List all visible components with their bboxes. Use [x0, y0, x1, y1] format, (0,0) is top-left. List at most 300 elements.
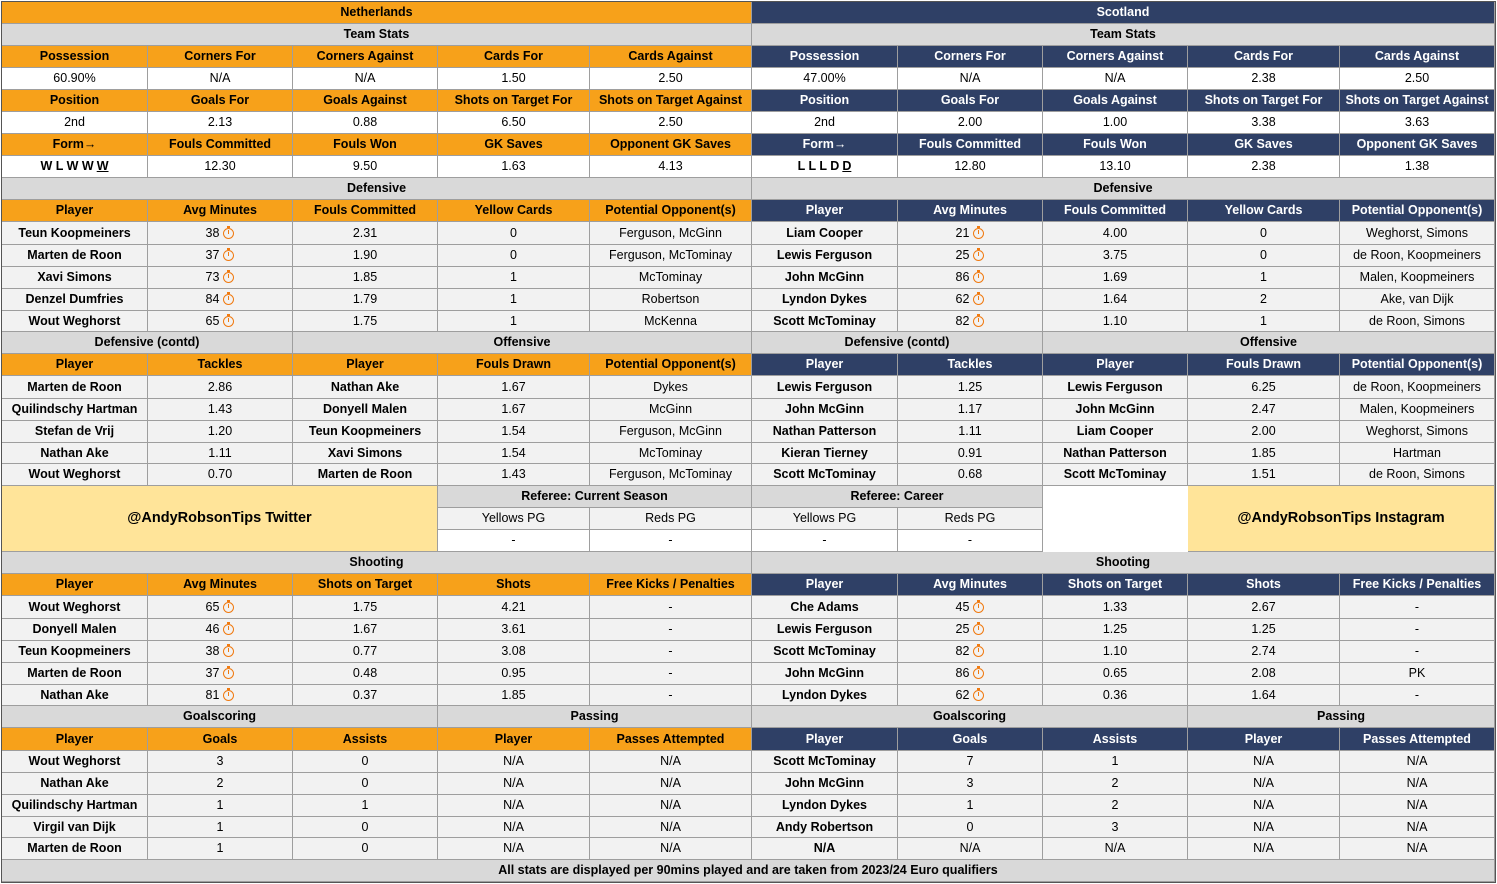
nl-shooting-cell — [293, 685, 438, 706]
nl-defensive-cell — [438, 289, 590, 311]
nl-passing-header-text: Passes Attempted — [616, 731, 725, 746]
sc-shooting-cell-text: 1.25 — [1102, 622, 1128, 637]
nl-offensive-cell — [590, 421, 752, 443]
nl-shooting-cell-text: Teun Koopmeiners — [18, 644, 131, 659]
nl-stat-value-text: 2nd — [64, 115, 85, 130]
nl-stat-value — [293, 112, 438, 134]
nl-stat-value — [148, 112, 293, 134]
nl-goalscoring-cell — [2, 838, 148, 860]
nl-passing-cell — [438, 751, 590, 773]
nl-defensive-cell — [148, 245, 293, 267]
nl-offensive-cell — [590, 399, 752, 421]
sc-def-contd-title-text: Defensive (contd) — [844, 335, 950, 350]
sc-offensive-cell-text: 2.47 — [1251, 402, 1276, 417]
sc-def-contd-cell-text: Nathan Patterson — [772, 424, 877, 439]
sc-defensive-cell-text: de Roon, Simons — [1369, 313, 1465, 328]
nl-passing-header — [438, 728, 590, 751]
sc-stat-header — [1340, 134, 1495, 156]
sc-def-contd-cell — [898, 399, 1043, 421]
sc-passing-cell — [1340, 817, 1495, 838]
nl-shooting-title — [2, 552, 752, 574]
sc-shooting-cell — [1043, 619, 1188, 641]
nl-goalscoring-title-text: Goalscoring — [183, 709, 256, 724]
sc-shooting-cell — [1188, 685, 1340, 706]
nl-offensive-cell — [438, 376, 590, 399]
nl-offensive-cell — [438, 399, 590, 421]
sc-shooting-cell-text: 1.64 — [1251, 687, 1276, 702]
nl-defensive-cell-text: Marten de Roon — [27, 248, 122, 263]
sc-goalscoring-cell-text: N/A — [813, 841, 836, 856]
sc-defensive-cell — [898, 245, 1043, 267]
sc-shooting-header-text: Player — [805, 577, 844, 592]
sc-shooting-header-text: Free Kicks / Penalties — [1352, 577, 1482, 592]
nl-goalscoring-cell — [148, 773, 293, 795]
nl-defensive-cell-text: 1.90 — [352, 248, 378, 263]
nl-shooting-header-text: Shots on Target — [317, 577, 413, 592]
sc-offensive-title-text: Offensive — [1240, 335, 1297, 350]
sc-passing-cell — [1188, 817, 1340, 838]
sc-shooting-cell — [1043, 663, 1188, 685]
nl-passing-cell-text: N/A — [660, 819, 681, 834]
nl-goalscoring-cell-text: Virgil van Dijk — [33, 819, 116, 834]
nl-offensive-cell-text: 1.67 — [501, 402, 526, 417]
sc-defensive-cell-text: de Roon, Koopmeiners — [1353, 248, 1481, 263]
nl-stat-header — [148, 134, 293, 156]
sc-passing-title — [1188, 706, 1495, 728]
nl-stat-value-text: 60.90% — [53, 71, 96, 86]
nl-def-contd-cell — [148, 443, 293, 464]
nl-passing-header — [590, 728, 752, 751]
nl-def-contd-cell — [148, 376, 293, 399]
nl-defensive-cell-text: 65 — [205, 313, 220, 328]
nl-def-contd-cell-text: 2.86 — [207, 379, 233, 394]
nl-offensive-cell-text: Dykes — [653, 379, 688, 394]
sc-goalscoring-cell-text: 1 — [966, 798, 974, 813]
nl-stat-header — [438, 90, 590, 112]
nl-defensive-cell-text: Teun Koopmeiners — [18, 225, 131, 240]
nl-shooting-title-text: Shooting — [349, 555, 404, 570]
nl-offensive-cell-text: Ferguson, McTominay — [609, 467, 732, 482]
sc-shooting-cell-text: 1.10 — [1102, 644, 1128, 659]
sc-goalscoring-cell — [752, 751, 898, 773]
nl-defensive-cell-text: Xavi Simons — [37, 270, 112, 285]
sc-shooting-cell-text: Lyndon Dykes — [782, 687, 867, 702]
sc-offensive-cell — [1043, 399, 1188, 421]
nl-defensive-cell-text: Ferguson, McTominay — [609, 248, 732, 263]
nl-defensive-cell — [438, 267, 590, 289]
sc-goalscoring-header-text: Assists — [1092, 731, 1138, 746]
nl-offensive-cell-text: Donyell Malen — [322, 402, 408, 417]
sc-stat-header-text: Cards Against — [1374, 49, 1460, 64]
sc-stat-value — [898, 156, 1043, 178]
nl-def-contd-cell — [148, 421, 293, 443]
sc-stat-header — [1188, 46, 1340, 68]
sc-defensive-cell — [1188, 289, 1340, 311]
nl-stat-value — [293, 156, 438, 178]
nl-goalscoring-cell — [2, 817, 148, 838]
nl-defensive-cell — [293, 289, 438, 311]
sc-defensive-cell — [898, 267, 1043, 289]
sc-goalscoring-cell — [1043, 773, 1188, 795]
nl-stat-header-text: Fouls Won — [333, 137, 397, 152]
nl-defensive-header — [590, 200, 752, 222]
sc-offensive-cell — [1188, 443, 1340, 464]
sc-stat-value — [1340, 68, 1495, 90]
nl-team-stats-title-text: Team Stats — [343, 27, 410, 42]
nl-def-contd-header — [148, 354, 293, 376]
nl-stat-value — [590, 68, 752, 90]
nl-offensive-cell — [438, 443, 590, 464]
sc-stat-value-text: 2.38 — [1251, 159, 1276, 174]
nl-shooting-cell-text: - — [668, 622, 673, 637]
sc-offensive-cell-text: Weghorst, Simons — [1366, 424, 1468, 439]
sc-shooting-cell-text: - — [1414, 644, 1420, 659]
stopwatch-icon — [223, 250, 234, 261]
sc-goalscoring-cell-text: N/A — [1104, 841, 1126, 856]
promo-twitter — [2, 486, 438, 552]
sc-def-contd-cell-text: Lewis Ferguson — [776, 379, 873, 394]
nl-passing-cell — [438, 773, 590, 795]
nl-defensive-cell — [590, 245, 752, 267]
nl-shooting-cell-text: 0.95 — [501, 666, 526, 681]
nl-passing-title — [438, 706, 752, 728]
footer-note — [2, 860, 1495, 882]
nl-offensive-cell — [293, 464, 438, 486]
nl-stat-header-text: Cards Against — [628, 49, 713, 64]
sc-goalscoring-header — [898, 728, 1043, 751]
sc-passing-cell — [1188, 795, 1340, 817]
nl-stat-value-text: 4.13 — [658, 159, 683, 174]
sc-def-contd-cell-text: John McGinn — [784, 402, 865, 417]
sc-offensive-cell — [1340, 399, 1495, 421]
nl-goalscoring-header — [148, 728, 293, 751]
sc-defensive-cell-text: 1.69 — [1102, 270, 1128, 285]
sc-form-latest: D — [842, 159, 852, 174]
sc-shooting-header-text: Avg Minutes — [933, 577, 1007, 592]
sc-shooting-cell — [1043, 596, 1188, 619]
nl-goalscoring-cell — [148, 751, 293, 773]
nl-defensive-cell — [590, 289, 752, 311]
sc-stat-header — [1188, 134, 1340, 156]
sc-defensive-cell — [1188, 311, 1340, 332]
sc-def-contd-cell — [752, 376, 898, 399]
sc-stat-header — [1340, 90, 1495, 112]
sc-stat-header-text: Shots on Target Against — [1345, 93, 1489, 108]
sc-shooting-cell — [1188, 641, 1340, 663]
sc-stat-header — [898, 90, 1043, 112]
sc-passing-title-text: Passing — [1317, 709, 1365, 724]
nl-shooting-cell-text: 0.37 — [352, 687, 378, 702]
nl-passing-cell-text: N/A — [660, 798, 681, 813]
nl-def-contd-cell-text: 0.70 — [207, 467, 233, 482]
nl-defensive-header-text: Yellow Cards — [474, 203, 553, 218]
nl-shooting-cell — [148, 641, 293, 663]
sc-offensive-cell-text: Liam Cooper — [1076, 424, 1154, 439]
nl-defensive-title-text: Defensive — [346, 181, 407, 196]
footer-note-text: All stats are displayed per 90mins played and are taken from 2023/24 Euro qualifiers — [498, 863, 998, 878]
sc-passing-cell-text: N/A — [1253, 754, 1274, 769]
nl-stat-header — [438, 134, 590, 156]
nl-passing-cell — [590, 773, 752, 795]
nl-passing-title-text: Passing — [570, 709, 619, 724]
sc-goalscoring-cell — [752, 773, 898, 795]
nl-shooting-header-text: Shots — [496, 577, 531, 592]
nl-shooting-cell-text: 3.08 — [501, 644, 526, 659]
sc-defensive-header-text: Avg Minutes — [933, 203, 1007, 218]
sc-def-contd-cell-text: Kieran Tierney — [781, 445, 868, 460]
sc-goalscoring-cell — [1043, 795, 1188, 817]
sc-offensive-cell — [1188, 464, 1340, 486]
sc-shooting-cell — [752, 596, 898, 619]
nl-defensive-cell-text: Wout Weghorst — [28, 313, 121, 328]
nl-stat-value-text: 1.50 — [501, 71, 526, 86]
nl-stat-header — [590, 134, 752, 156]
sc-defensive-cell-text: 86 — [955, 270, 970, 285]
nl-defensive-cell — [148, 289, 293, 311]
sc-defensive-cell-text: 82 — [955, 313, 970, 328]
sc-passing-cell — [1188, 838, 1340, 860]
sc-defensive-header — [1340, 200, 1495, 222]
stopwatch-icon — [973, 250, 984, 261]
sc-shooting-cell — [1340, 685, 1495, 706]
nl-goalscoring-header-text: Goals — [202, 731, 238, 746]
nl-stat-value — [148, 68, 293, 90]
nl-offensive-cell — [293, 399, 438, 421]
nl-shooting-cell-text: Donyell Malen — [32, 622, 117, 637]
nl-goalscoring-cell-text: 1 — [216, 798, 224, 813]
nl-stat-header-text: Possession — [39, 49, 110, 64]
nl-offensive-cell-text: Xavi Simons — [327, 445, 403, 460]
sc-goalscoring-cell-text: Lyndon Dykes — [782, 798, 867, 813]
sc-goalscoring-header-text: Goals — [952, 731, 988, 746]
nl-goalscoring-cell-text: Wout Weghorst — [28, 754, 121, 769]
nl-offensive-header — [438, 354, 590, 376]
nl-shooting-cell — [590, 663, 752, 685]
sc-def-contd-cell-text: 1.25 — [957, 379, 983, 394]
sc-shooting-cell-text: 62 — [955, 687, 970, 702]
nl-offensive-cell-text: Nathan Ake — [330, 379, 400, 394]
nl-goalscoring-cell — [293, 817, 438, 838]
sc-offensive-cell-text: Hartman — [1393, 445, 1441, 460]
sc-goalscoring-title-text: Goalscoring — [933, 709, 1006, 724]
stopwatch-icon — [223, 668, 234, 679]
sc-stat-header — [1043, 90, 1188, 112]
sc-shooting-cell-text: 2.74 — [1251, 644, 1276, 659]
sc-defensive-cell — [1340, 311, 1495, 332]
nl-defensive-header — [293, 200, 438, 222]
nl-defensive-cell-text: 0 — [510, 225, 517, 240]
sc-goalscoring-cell — [752, 795, 898, 817]
nl-shooting-cell — [438, 596, 590, 619]
nl-defensive-cell — [293, 311, 438, 332]
nl-stat-header — [2, 46, 148, 68]
nl-shooting-cell — [2, 663, 148, 685]
nl-offensive-cell — [293, 421, 438, 443]
sc-defensive-cell — [752, 311, 898, 332]
nl-stat-value — [438, 156, 590, 178]
sc-def-contd-cell — [752, 464, 898, 486]
sc-shooting-cell-text: 86 — [955, 666, 970, 681]
nl-passing-cell-text: N/A — [503, 776, 524, 791]
nl-def-contd-header-text: Tackles — [197, 357, 243, 372]
sc-defensive-title — [752, 178, 1495, 200]
sc-offensive-cell-text: Malen, Koopmeiners — [1359, 402, 1475, 417]
sc-team-stats-title — [752, 24, 1495, 46]
sc-shooting-cell — [898, 663, 1043, 685]
nl-stat-value-text: N/A — [354, 71, 376, 86]
nl-stat-value — [590, 156, 752, 178]
nl-offensive-cell — [293, 376, 438, 399]
nl-defensive-cell — [438, 311, 590, 332]
nl-def-contd-header — [2, 354, 148, 376]
referee-current-header — [438, 508, 590, 530]
nl-passing-cell — [590, 838, 752, 860]
sc-goalscoring-title — [752, 706, 1188, 728]
sc-offensive-cell-text: 1.85 — [1251, 445, 1276, 460]
nl-stat-value-text: 2.50 — [658, 71, 683, 86]
nl-offensive-cell-text: McTominay — [638, 445, 703, 460]
sc-offensive-header — [1043, 354, 1188, 376]
nl-goalscoring-cell-text: 0 — [361, 776, 369, 791]
sc-stat-value — [1340, 156, 1495, 178]
sc-shooting-cell — [752, 685, 898, 706]
nl-defensive-cell — [2, 222, 148, 245]
nl-stat-header-text: Goals Against — [323, 93, 407, 108]
sc-defensive-cell-text: 21 — [955, 225, 970, 240]
sc-shooting-cell — [1340, 619, 1495, 641]
sc-passing-cell-text: N/A — [1406, 841, 1428, 856]
nl-shooting-header-text: Player — [55, 577, 94, 592]
nl-defensive-cell — [590, 222, 752, 245]
stopwatch-icon — [973, 668, 984, 679]
sc-shooting-cell — [898, 685, 1043, 706]
nl-form-text: W L W W — [40, 159, 94, 174]
sc-def-contd-cell-text: 1.11 — [958, 424, 982, 439]
sc-shooting-cell-text: Lewis Ferguson — [776, 622, 873, 637]
sc-shooting-cell-text: 45 — [955, 599, 970, 614]
nl-shooting-cell — [590, 596, 752, 619]
nl-offensive-header-text: Player — [346, 357, 384, 372]
stopwatch-icon — [973, 602, 984, 613]
sc-passing-cell — [1340, 838, 1495, 860]
nl-shooting-cell-text: Wout Weghorst — [28, 599, 121, 614]
sc-stat-value-text: 2.38 — [1251, 71, 1276, 86]
referee-career-header — [752, 508, 898, 530]
nl-offensive-cell — [438, 421, 590, 443]
nl-shooting-cell-text: 3.61 — [501, 622, 526, 637]
sc-def-contd-cell — [752, 443, 898, 464]
nl-def-contd-cell-text: 1.20 — [207, 424, 233, 439]
nl-def-contd-cell — [2, 464, 148, 486]
nl-team-name — [2, 2, 752, 24]
nl-stat-value-text: N/A — [209, 71, 231, 86]
nl-defensive-cell-text: McTominay — [638, 270, 703, 285]
sc-form-text: L L L D — [797, 159, 840, 174]
nl-defensive-header-text: Avg Minutes — [183, 203, 257, 218]
sc-defensive-header — [898, 200, 1043, 222]
sc-goalscoring-cell-text: 3 — [966, 776, 974, 791]
stopwatch-icon — [223, 228, 234, 239]
nl-passing-cell — [438, 838, 590, 860]
sc-passing-cell-text: N/A — [1406, 776, 1428, 791]
nl-defensive-cell-text: 1 — [510, 292, 517, 307]
sc-stat-header-text: Goals For — [940, 93, 1000, 108]
sc-stat-header-text: Cards For — [1233, 49, 1294, 64]
sc-goalscoring-cell-text: Scott McTominay — [773, 754, 876, 769]
referee-current-title-text: Referee: Current Season — [521, 489, 668, 504]
nl-defensive-cell-text: 1.79 — [352, 292, 378, 307]
sc-goalscoring-cell-text: 7 — [966, 754, 974, 769]
nl-defensive-cell — [2, 245, 148, 267]
sc-goalscoring-cell — [898, 773, 1043, 795]
sc-defensive-header-text: Potential Opponent(s) — [1351, 203, 1483, 218]
sc-passing-cell — [1340, 773, 1495, 795]
sc-defensive-cell — [898, 222, 1043, 245]
sc-defensive-cell — [1340, 267, 1495, 289]
sc-defensive-cell-text: Malen, Koopmeiners — [1359, 270, 1475, 285]
sc-form — [752, 156, 898, 178]
nl-offensive-header-text: Potential Opponent(s) — [605, 357, 736, 372]
sc-shooting-cell-text: 0.36 — [1102, 687, 1128, 702]
sc-stat-header — [898, 46, 1043, 68]
nl-defensive-cell — [2, 311, 148, 332]
sc-goalscoring-cell — [752, 817, 898, 838]
nl-stat-header-text: Shots on Target For — [454, 93, 573, 108]
nl-stat-header — [293, 90, 438, 112]
nl-stat-value — [438, 68, 590, 90]
nl-passing-cell-text: N/A — [660, 776, 681, 791]
sc-defensive-cell — [1340, 222, 1495, 245]
nl-stat-header-text: Opponent GK Saves — [610, 137, 731, 152]
sc-shooting-cell-text: PK — [1408, 666, 1426, 681]
sc-defensive-cell-text: Weghorst, Simons — [1366, 225, 1468, 240]
nl-stat-value — [2, 68, 148, 90]
sc-goalscoring-cell-text: 3 — [1111, 819, 1119, 834]
nl-shooting-header — [148, 574, 293, 596]
sc-offensive-cell-text: 2.00 — [1251, 424, 1276, 439]
nl-shooting-cell — [2, 685, 148, 706]
sc-offensive-header — [1188, 354, 1340, 376]
nl-goalscoring-cell — [293, 795, 438, 817]
sc-stat-value-text: 1.00 — [1102, 115, 1128, 130]
sc-offensive-cell — [1043, 443, 1188, 464]
nl-passing-cell — [590, 795, 752, 817]
nl-shooting-cell-text: - — [668, 644, 673, 659]
nl-goalscoring-cell-text: 0 — [361, 754, 369, 769]
stopwatch-icon — [223, 624, 234, 635]
sc-shooting-cell-text: - — [1414, 599, 1420, 614]
nl-shooting-cell-text: - — [668, 687, 673, 702]
sc-team-name — [752, 2, 1495, 24]
nl-goalscoring-title — [2, 706, 438, 728]
nl-shooting-cell — [148, 685, 293, 706]
nl-offensive-header — [293, 354, 438, 376]
nl-shooting-cell-text: 1.75 — [352, 599, 378, 614]
sc-goalscoring-cell — [1043, 817, 1188, 838]
sc-defensive-title-text: Defensive — [1093, 181, 1153, 196]
stopwatch-icon — [973, 690, 984, 701]
nl-stat-header-text: Corners Against — [316, 49, 414, 64]
nl-def-contd-cell — [2, 421, 148, 443]
nl-goalscoring-cell — [2, 795, 148, 817]
stopwatch-icon — [973, 316, 984, 327]
sc-stat-value-text: 2nd — [814, 115, 835, 130]
nl-form-latest: W — [96, 159, 109, 174]
nl-defensive-title — [2, 178, 752, 200]
nl-shooting-header-text: Avg Minutes — [183, 577, 257, 592]
sc-defensive-cell — [1188, 245, 1340, 267]
nl-passing-cell-text: N/A — [503, 754, 524, 769]
